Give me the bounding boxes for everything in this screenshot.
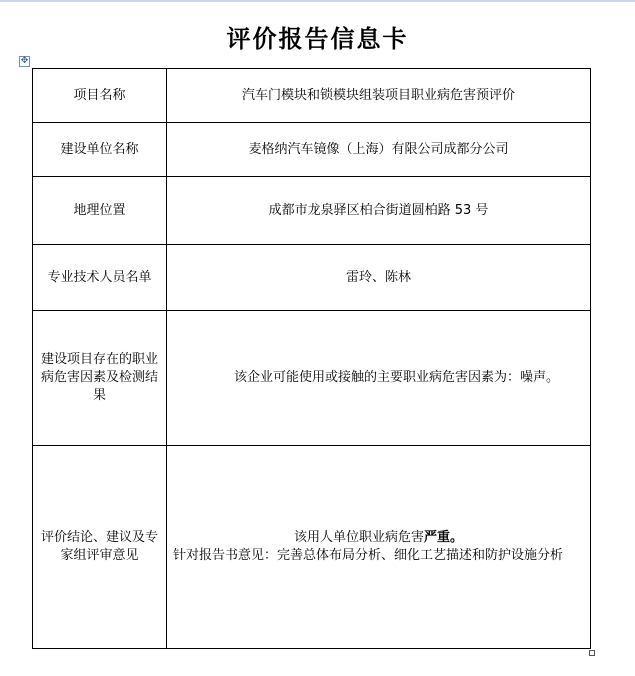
top-rule: [0, 0, 635, 2]
table-move-handle-icon[interactable]: ✥: [20, 56, 29, 66]
table-resize-handle[interactable]: [589, 650, 595, 656]
conclusion-line-1: [173, 529, 584, 547]
value-project-name: 汽车门模块和锁模块组装项目职业病危害预评价: [167, 69, 591, 123]
table-row-location: [33, 177, 591, 245]
table-row-hazards: [33, 311, 591, 446]
label-hazards: 建设项目存在的职业病危害因素及检测结果: [33, 311, 167, 446]
value-staff: 雷玲、陈林: [167, 245, 591, 311]
label-staff: 专业技术人员名单: [33, 245, 167, 311]
table-row-staff: [33, 245, 591, 311]
value-location: 成都市龙泉驿区柏合街道圆柏路 53 号: [167, 177, 591, 245]
conclusion-text: 该用人单位职业病危害: [293, 530, 424, 545]
table-row-conclusion: [33, 446, 591, 649]
conclusion-severity: 严重。: [424, 530, 464, 545]
value-hazards: 该企业可能使用或接触的主要职业病危害因素为：噪声。: [167, 311, 591, 446]
value-unit-name: 麦格纳汽车镜像（上海）有限公司成都分公司: [167, 123, 591, 177]
info-card-table: [32, 68, 591, 649]
value-conclusion: [167, 446, 591, 649]
label-location: 地理位置: [33, 177, 167, 245]
label-unit-name: 建设单位名称: [33, 123, 167, 177]
label-project-name: 项目名称: [33, 69, 167, 123]
conclusion-line-2: 针对报告书意见：完善总体布局分析、细化工艺描述和防护设施分析: [173, 548, 564, 563]
table-row-project-name: [33, 69, 591, 123]
table-row-unit-name: [33, 123, 591, 177]
label-conclusion: 评价结论、建议及专家组评审意见: [33, 446, 167, 649]
page-title: 评价报告信息卡: [226, 25, 409, 53]
